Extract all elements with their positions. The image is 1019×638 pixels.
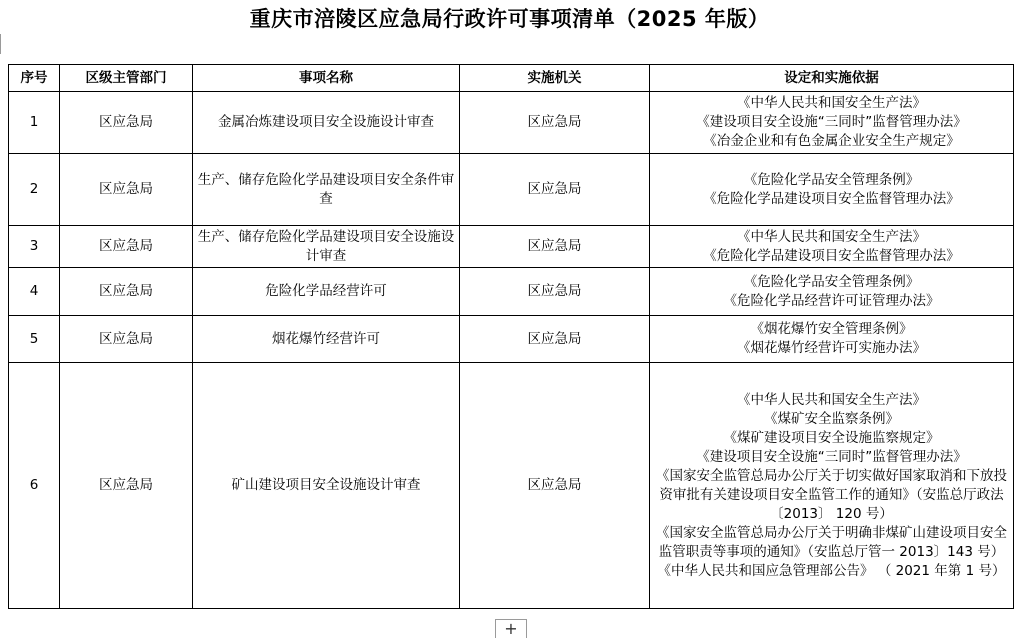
basis-line: 《中华人民共和国应急管理部公告》 （ 2021 年第 1 号）	[657, 562, 1006, 579]
header-item: 事项名称	[193, 65, 460, 92]
row-dept-cell: 区应急局	[60, 154, 193, 226]
basis-line: 《国家安全监管总局办公厅关于明确非煤矿山建设项目安全监管职责等事项的通知》（安监总厅管一 2013〕143 号）	[656, 524, 1007, 560]
row-index-cell: 5	[9, 316, 60, 363]
basis-line: 《中华人民共和国安全生产法》	[737, 95, 926, 111]
row-item-cell: 危险化学品经营许可	[193, 268, 460, 316]
row-dept-cell: 区应急局	[60, 268, 193, 316]
row-item-cell: 生产、储存危险化学品建设项目安全设施设计审查	[193, 226, 460, 268]
header-basis: 设定和实施依据	[650, 65, 1014, 92]
table-header-row	[9, 65, 1014, 92]
row-basis-cell	[650, 268, 1014, 316]
table-row	[9, 363, 1014, 609]
add-row-button[interactable]: +	[495, 619, 527, 638]
basis-line: 《危险化学品安全管理条例》	[743, 273, 920, 290]
row-dept-cell: 区应急局	[60, 316, 193, 363]
row-basis-cell	[650, 92, 1014, 154]
row-basis-cell	[650, 316, 1014, 363]
row-agency-cell: 区应急局	[460, 92, 650, 154]
basis-line: 《建设项目安全设施“三同时”监督管理办法》	[696, 114, 967, 130]
row-index-cell: 2	[9, 154, 60, 226]
basis-line: 《烟花爆竹安全管理条例》	[750, 321, 913, 337]
basis-line: 《中华人民共和国安全生产法》	[737, 228, 926, 245]
row-dept-cell: 区应急局	[60, 363, 193, 609]
row-basis-cell	[650, 154, 1014, 226]
permit-table	[8, 64, 1014, 609]
row-index-cell: 1	[9, 92, 60, 154]
row-agency-cell: 区应急局	[460, 363, 650, 609]
row-item-cell: 烟花爆竹经营许可	[193, 316, 460, 363]
table-row	[9, 226, 1014, 268]
table-row	[9, 154, 1014, 226]
row-index-cell: 3	[9, 226, 60, 268]
basis-line: 《危险化学品建设项目安全监督管理办法》	[703, 190, 960, 207]
basis-line: 《国家安全监管总局办公厅关于切实做好国家取消和下放投资审批有关建设项目安全监管工作的通知》（安监总厅政法〔2013〕 120 号）	[656, 467, 1007, 522]
row-agency-cell: 区应急局	[460, 268, 650, 316]
header-dept: 区级主管部门	[60, 65, 193, 92]
basis-line: 《中华人民共和国安全生产法》	[737, 391, 926, 408]
basis-line: 《危险化学品建设项目安全监督管理办法》	[703, 247, 960, 264]
row-item-cell: 金属冶炼建设项目安全设施设计审查	[193, 92, 460, 154]
table-row	[9, 268, 1014, 316]
table-body	[9, 92, 1014, 609]
basis-line: 《烟花爆竹经营许可实施办法》	[737, 340, 926, 356]
left-edge-handle[interactable]	[0, 34, 3, 54]
row-item-cell: 矿山建设项目安全设施设计审查	[193, 363, 460, 609]
row-agency-cell: 区应急局	[460, 226, 650, 268]
row-basis-cell	[650, 363, 1014, 609]
row-dept-cell: 区应急局	[60, 92, 193, 154]
table-row	[9, 92, 1014, 154]
row-item-cell: 生产、储存危险化学品建设项目安全条件审查	[193, 154, 460, 226]
basis-line: 《煤矿安全监察条例》	[764, 410, 899, 427]
basis-line: 《冶金企业和有色金属企业安全生产规定》	[703, 133, 960, 149]
document-title: 重庆市涪陵区应急局行政许可事项清单（2025 年版）	[249, 7, 770, 31]
row-agency-cell: 区应急局	[460, 316, 650, 363]
row-dept-cell: 区应急局	[60, 226, 193, 268]
table-row	[9, 316, 1014, 363]
basis-line: 《危险化学品安全管理条例》	[743, 171, 920, 188]
basis-line: 《危险化学品经营许可证管理办法》	[723, 292, 940, 309]
header-index: 序号	[9, 65, 60, 92]
basis-line: 《建设项目安全设施“三同时”监督管理办法》	[696, 448, 967, 465]
basis-line: 《煤矿建设项目安全设施监察规定》	[723, 429, 940, 446]
row-index-cell: 4	[9, 268, 60, 316]
row-agency-cell: 区应急局	[460, 154, 650, 226]
row-index-cell: 6	[9, 363, 60, 609]
header-agency: 实施机关	[460, 65, 650, 92]
row-basis-cell	[650, 226, 1014, 268]
